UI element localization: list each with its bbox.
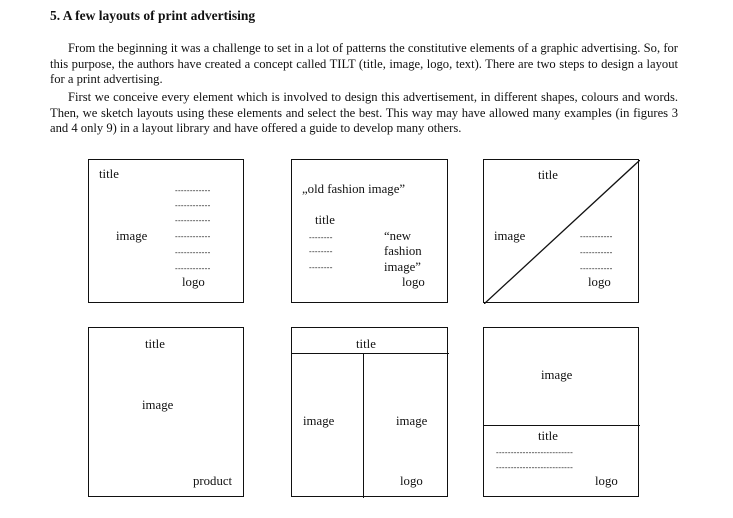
layout-5-title: title xyxy=(356,337,376,351)
layout-1-text-line: ------------ xyxy=(175,233,211,241)
layout-3-text-line: ----------- xyxy=(580,265,613,273)
section-heading: 5. A few layouts of print advertising xyxy=(50,8,256,23)
layout-3-title: title xyxy=(538,168,558,182)
layout-3-image: image xyxy=(494,229,526,243)
layout-2-new-image-line3: image” xyxy=(384,260,421,274)
layout-2-title: title xyxy=(315,213,335,227)
layout-2-new-image-line2: fashion xyxy=(384,244,422,258)
layout-5-image-right: image xyxy=(396,414,428,428)
layout-6 xyxy=(483,327,639,497)
layout-5-column-divider xyxy=(363,353,364,498)
layout-5-logo: logo xyxy=(400,474,423,488)
layout-1-logo: logo xyxy=(182,275,205,289)
layout-6-image: image xyxy=(541,368,573,382)
layout-2 xyxy=(291,159,448,303)
layout-4-image: image xyxy=(142,398,174,412)
layout-5-title-divider xyxy=(292,353,449,354)
layout-1-text-line: ------------ xyxy=(175,217,211,225)
layout-3-logo: logo xyxy=(588,275,611,289)
layout-6-divider xyxy=(484,425,640,426)
paragraph-1-text: From the beginning it was a challenge to set in a lot of patterns the constitutive elements of a graphic advertising. So, for this purpose, the authors have created a concept called TILT (title, image, logo, text). There are two steps to design a layout for a print advertising. xyxy=(50,41,678,86)
layout-2-text-line: -------- xyxy=(309,234,333,242)
layout-6-text-line: -------------------------- xyxy=(496,449,574,457)
layout-6-logo: logo xyxy=(595,474,618,488)
layout-2-text-line: -------- xyxy=(309,248,333,256)
layout-1-text-line: ------------ xyxy=(175,187,211,195)
layout-1-text-line: ------------ xyxy=(175,265,211,273)
layout-1-text-line: ------------ xyxy=(175,249,211,257)
paragraph-1 xyxy=(50,41,678,88)
layout-2-logo: logo xyxy=(402,275,425,289)
layout-1-text-line: ------------ xyxy=(175,202,211,210)
layout-2-caption: „old fashion image” xyxy=(302,182,406,196)
layout-3 xyxy=(483,159,639,303)
layout-1-title: title xyxy=(99,167,119,181)
layout-5 xyxy=(291,327,448,497)
layout-1-image: image xyxy=(116,229,148,243)
layout-5-image-left: image xyxy=(303,414,335,428)
layout-1 xyxy=(88,159,244,303)
layout-6-title: title xyxy=(538,429,558,443)
layout-4 xyxy=(88,327,244,497)
layout-3-text-line: ----------- xyxy=(580,249,613,257)
layout-2-text-line: -------- xyxy=(309,264,333,272)
layout-4-title: title xyxy=(145,337,165,351)
paragraph-2-text: First we conceive every element which is involved to design this advertisement, in different shapes, colours and words. Then, we sketch layouts using these elements and select the best. This way may have allowed many examples (in figures 3 and 4 only 9) in a layout library and have offered a guide to develop many others. xyxy=(50,90,678,135)
layout-3-text-line: ----------- xyxy=(580,233,613,241)
paragraph-2 xyxy=(50,90,678,137)
layout-4-product: product xyxy=(193,474,233,488)
layout-6-text-line: -------------------------- xyxy=(496,464,574,472)
layout-2-new-image-line1: “new xyxy=(384,229,411,243)
